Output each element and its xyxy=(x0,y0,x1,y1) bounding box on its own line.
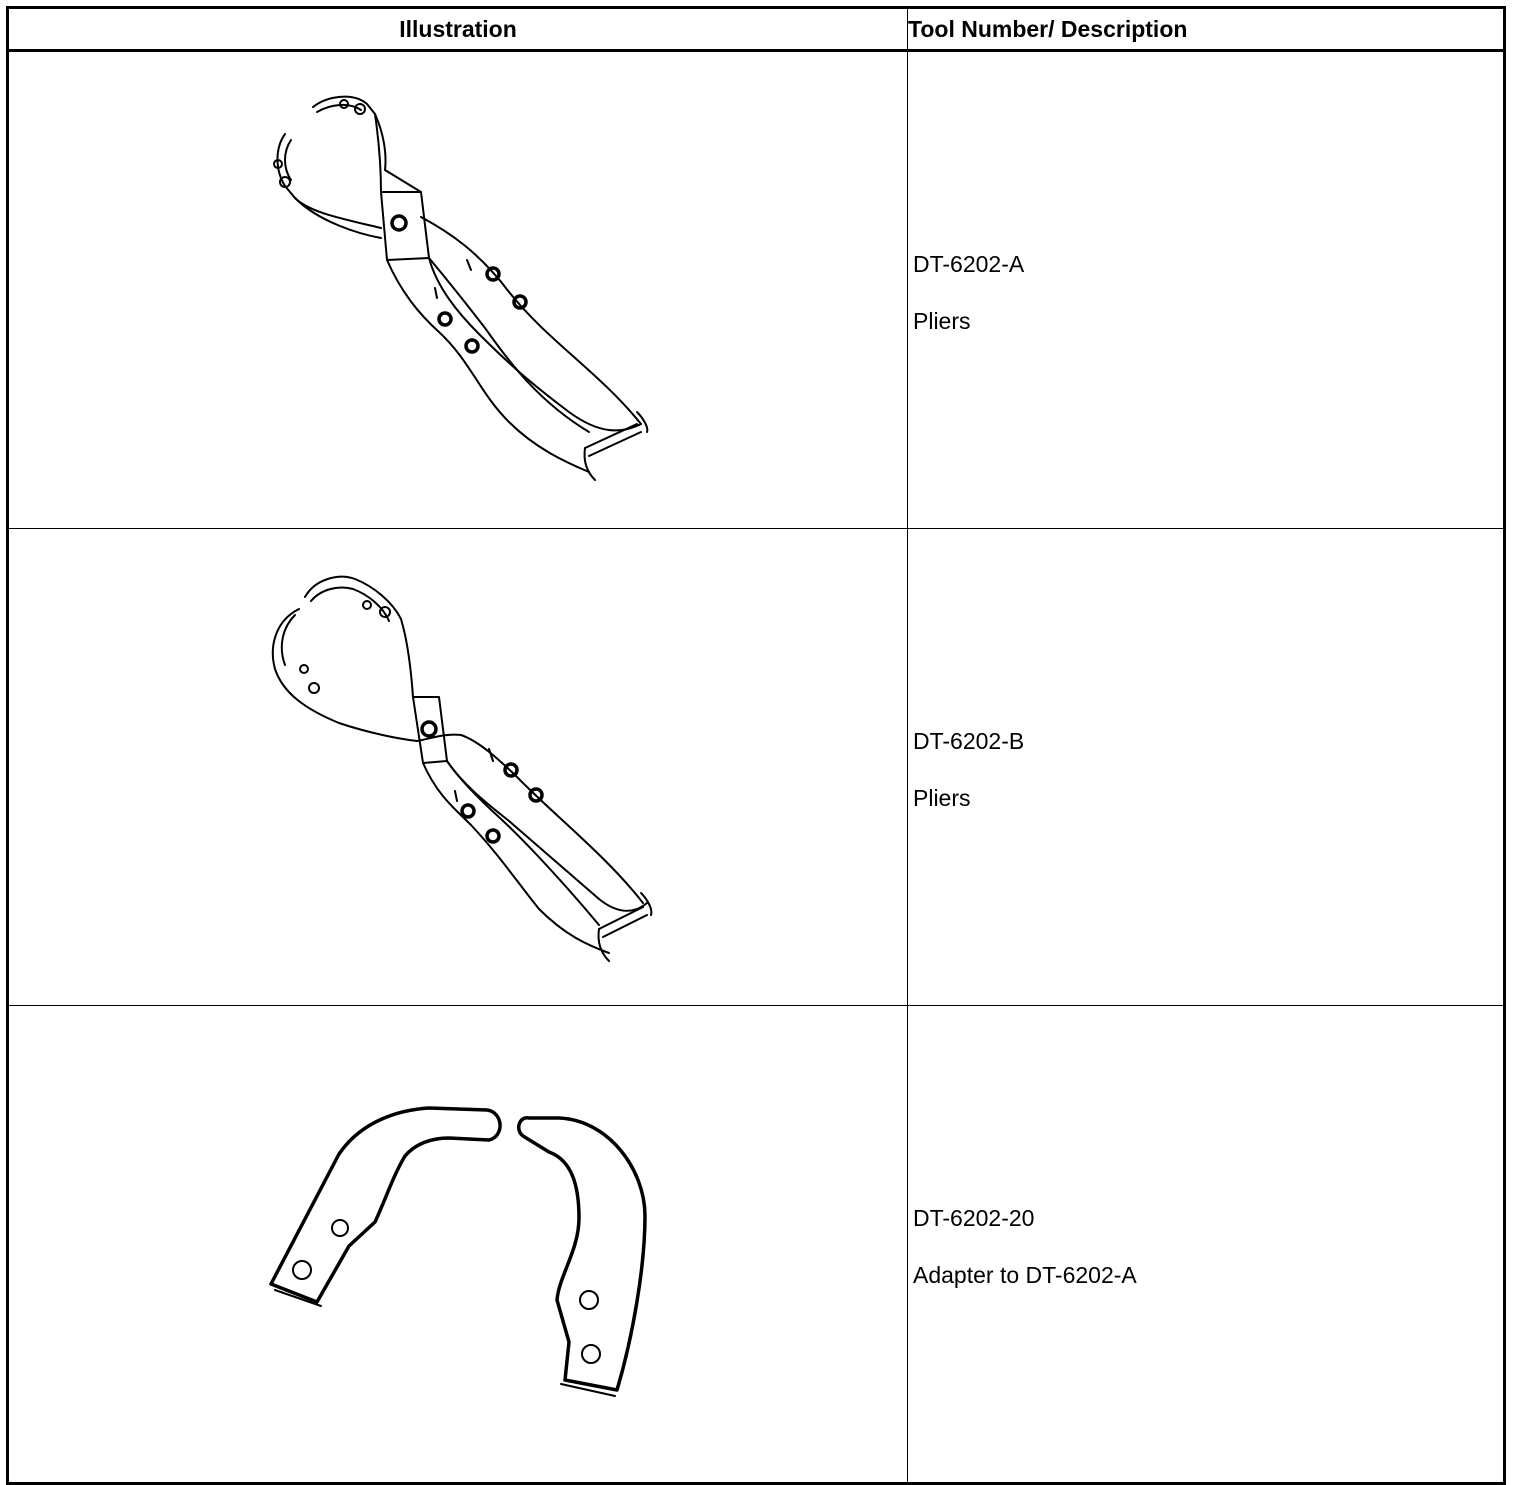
tool-description-cell xyxy=(908,529,1505,1006)
illustration-cell xyxy=(8,529,908,1006)
tool-description: Pliers xyxy=(913,785,971,811)
illustration-cell xyxy=(8,1006,908,1484)
tool-description: Pliers xyxy=(913,308,971,334)
tool-number: DT-6202-B xyxy=(913,728,1025,754)
tool-description: Adapter to DT-6202-A xyxy=(913,1262,1137,1288)
tool-number: DT-6202-20 xyxy=(913,1205,1035,1231)
table-header-row xyxy=(8,8,1505,51)
tool-description-column-header: Tool Number/ Description xyxy=(908,8,1505,51)
tool-number: DT-6202-A xyxy=(913,251,1025,277)
adapter-jaws-icon xyxy=(9,1006,909,1482)
table-row xyxy=(8,1006,1505,1484)
illustration-column-header: Illustration xyxy=(8,8,908,51)
illustration-cell xyxy=(8,51,908,529)
pliers-icon xyxy=(9,52,909,528)
table-row xyxy=(8,529,1505,1006)
pliers-icon xyxy=(9,529,909,1005)
table-row xyxy=(8,51,1505,529)
special-tools-table xyxy=(6,6,1506,1485)
tool-description-cell xyxy=(908,1006,1505,1484)
tool-description-cell xyxy=(908,51,1505,529)
